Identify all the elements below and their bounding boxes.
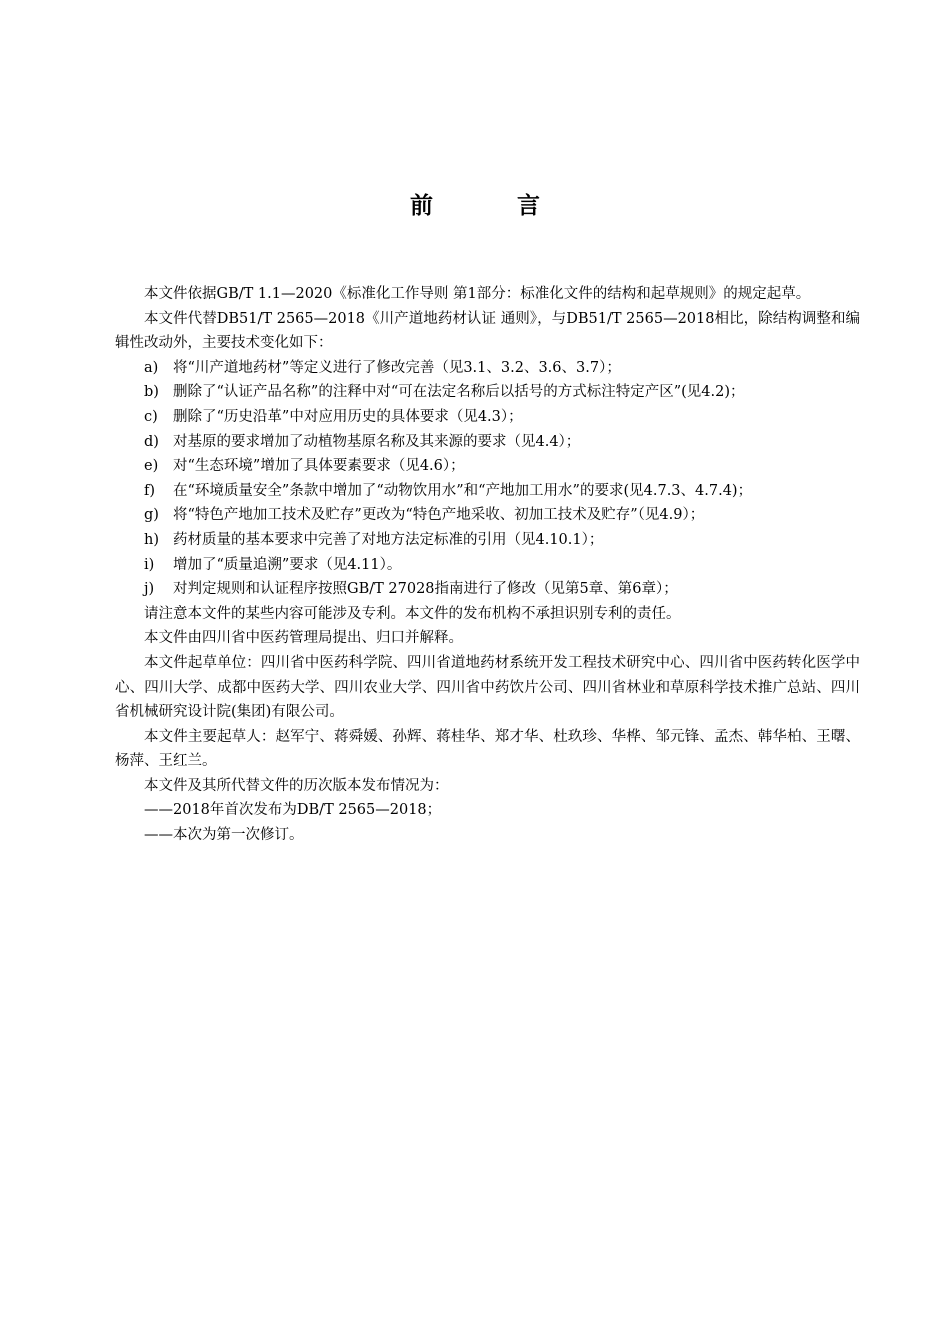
list-item-marker: h) [144,531,159,548]
list-item-marker: j) [144,581,155,598]
changes-list [115,356,860,602]
list-item-text: 删除了“历史沿革”中对应用历史的具体要求（见4.3）； [173,408,523,425]
list-item-marker: f) [144,482,156,499]
paragraph-basis: 本文件依据GB/T 1.1—2020《标准化工作导则 第1部分：标准化文件的结构和起草规则》的规定起草。 [144,286,811,302]
list-item-text: 删除了“认证产品名称”的注释中对“可在法定名称后以括号的方式标注特定产区”(见4.2)； [173,384,745,401]
list-item-text: 对基原的要求增加了动植物基原名称及其来源的要求（见4.4）； [173,433,581,450]
list-item [115,479,860,504]
history-list [115,798,860,847]
list-item-text: 对判定规则和认证程序按照GB/T 27028指南进行了修改（见第5章、第6章）； [173,581,678,598]
list-item-marker: e) [144,458,159,475]
paragraph-proposer: 本文件由四川省中医药管理局提出、归口并解释。 [144,630,463,647]
list-item-marker: d) [144,433,159,450]
list-item [115,405,860,430]
list-item [115,553,860,578]
list-item-marker: i) [144,556,155,573]
paragraph-drafting-units: 本文件起草单位：四川省中医药科学院、四川省道地药材系统开发工程技术研究中心、四川省中医药转化医学中心、四川大学、成都中医药大学、四川农业大学、四川省中药饮片公司、四川省林业和草原科学技术推广总站、四川省机械研究设计院(集团)有限公司。 [115,654,860,721]
list-item [115,356,860,381]
list-item [115,503,860,528]
list-item-text: 对“生态环境”增加了具体要素要求（见4.6）； [173,458,465,475]
list-item [115,380,860,405]
list-item-marker: b) [144,384,159,401]
list-item-text: 将“川产道地药材”等定义进行了修改完善（见3.1、3.2、3.6、3.7）； [173,359,621,376]
page-title: 前 言 [409,193,578,219]
list-item [115,528,860,553]
foreword-body [115,282,860,848]
list-item-marker: g) [144,507,159,524]
history-item: ——本次为第一次修订。 [144,827,304,844]
list-item-text: 增加了“质量追溯”要求（见4.11）。 [173,556,402,573]
paragraph-drafters: 本文件主要起草人：赵军宁、蒋舜媛、孙辉、蒋桂华、郑才华、杜玖珍、华桦、邹元锋、孟杰、韩华柏、王曙、杨萍、王红兰。 [115,728,860,770]
list-item-marker: c) [144,408,158,425]
list-item-text: 在“环境质量安全”条款中增加了“动物饮用水”和“产地加工用水”的要求(见4.7.3、4.7.4)； [173,482,753,499]
list-item [115,430,860,455]
list-item-text: 将“特色产地加工技术及贮存”更改为“特色产地采收、初加工技术及贮存”（见4.9）； [173,507,705,524]
paragraph-patent-notice: 请注意本文件的某些内容可能涉及专利。本文件的发布机构不承担识别专利的责任。 [144,605,681,622]
list-item [115,577,860,602]
list-item-text: 药材质量的基本要求中完善了对地方法定标准的引用（见4.10.1）； [173,531,604,548]
paragraph-history-intro: 本文件及其所代替文件的历次版本发布情况为： [144,777,449,794]
list-item [115,454,860,479]
paragraph-replacement: 本文件代替DB51/T 2565—2018《川产道地药材认证 通则》，与DB51/T 2565—2018相比，除结构调整和编辑性改动外，主要技术变化如下： [115,310,860,352]
history-item: ——2018年首次发布为DB/T 2565—2018； [144,802,442,819]
list-item-marker: a) [144,359,159,376]
